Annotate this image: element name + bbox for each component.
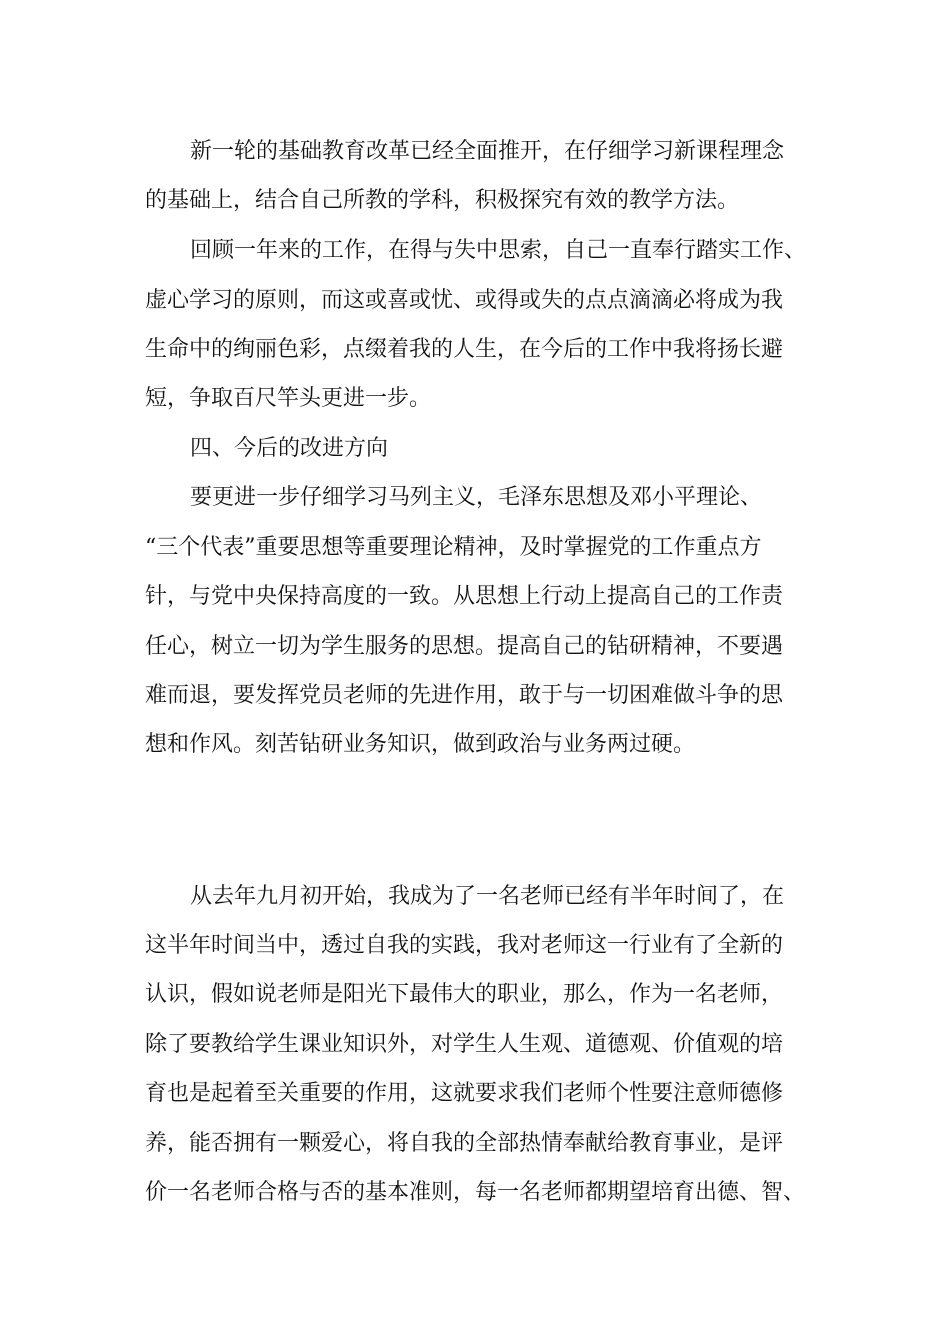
text-line: 除了要教给学生课业知识外，对学生人生观、道德观、价值观的培 xyxy=(145,1032,784,1057)
section-heading: 四、今后的改进方向 xyxy=(190,436,389,461)
text-line: 这半年时间当中，透过自我的实践，我对老师这一行业有了全新的 xyxy=(145,933,784,958)
text-line: 回顾一年来的工作，在得与失中思索，自己一直奉行踏实工作、 xyxy=(190,238,807,263)
text-line: 短，争取百尺竿头更进一步。 xyxy=(145,386,432,411)
text-line: 新一轮的基础教育改革已经全面推开，在仔细学习新课程理念 xyxy=(190,139,785,164)
text-line: 难而退，要发挥党员老师的先进作用，敢于与一切困难做斗争的思 xyxy=(145,683,784,708)
text-line: 的基础上，结合自己所教的学科，积极探究有效的教学方法。 xyxy=(145,188,740,213)
text-line: 养，能否拥有一颗爱心，将自我的全部热情奉献给教育事业，是评 xyxy=(145,1131,784,1156)
text-line: 育也是起着至关重要的作用，这就要求我们老师个性要注意师德修 xyxy=(145,1081,784,1106)
text-line: 虚心学习的原则，而这或喜或忧、或得或失的点点滴滴必将成为我 xyxy=(145,288,784,313)
text-line: 想和作风。刻苦钻研业务知识，做到政治与业务两过硬。 xyxy=(145,732,696,757)
text-line: 任心，树立一切为学生服务的思想。提高自己的钻研精神，不要遇 xyxy=(145,634,784,659)
text-line: 要更进一步仔细学习马列主义，毛泽东思想及邓小平理论、 xyxy=(190,485,763,510)
text-line: 价一名老师合格与否的基本准则，每一名老师都期望培育出德、智、 xyxy=(145,1180,806,1205)
text-line: 认识，假如说老师是阳光下最伟大的职业，那么，作为一名老师， xyxy=(145,982,784,1007)
text-line: “三个代表”重要思想等重要理论精神，及时掌握党的工作重点方 xyxy=(145,535,762,560)
text-line: 生命中的绚丽色彩，点缀着我的人生，在今后的工作中我将扬长避 xyxy=(145,337,784,362)
text-line: 从去年九月初开始，我成为了一名老师已经有半年时间了，在 xyxy=(190,884,785,909)
text-line: 针，与党中央保持高度的一致。从思想上行动上提高自己的工作责 xyxy=(145,584,784,609)
